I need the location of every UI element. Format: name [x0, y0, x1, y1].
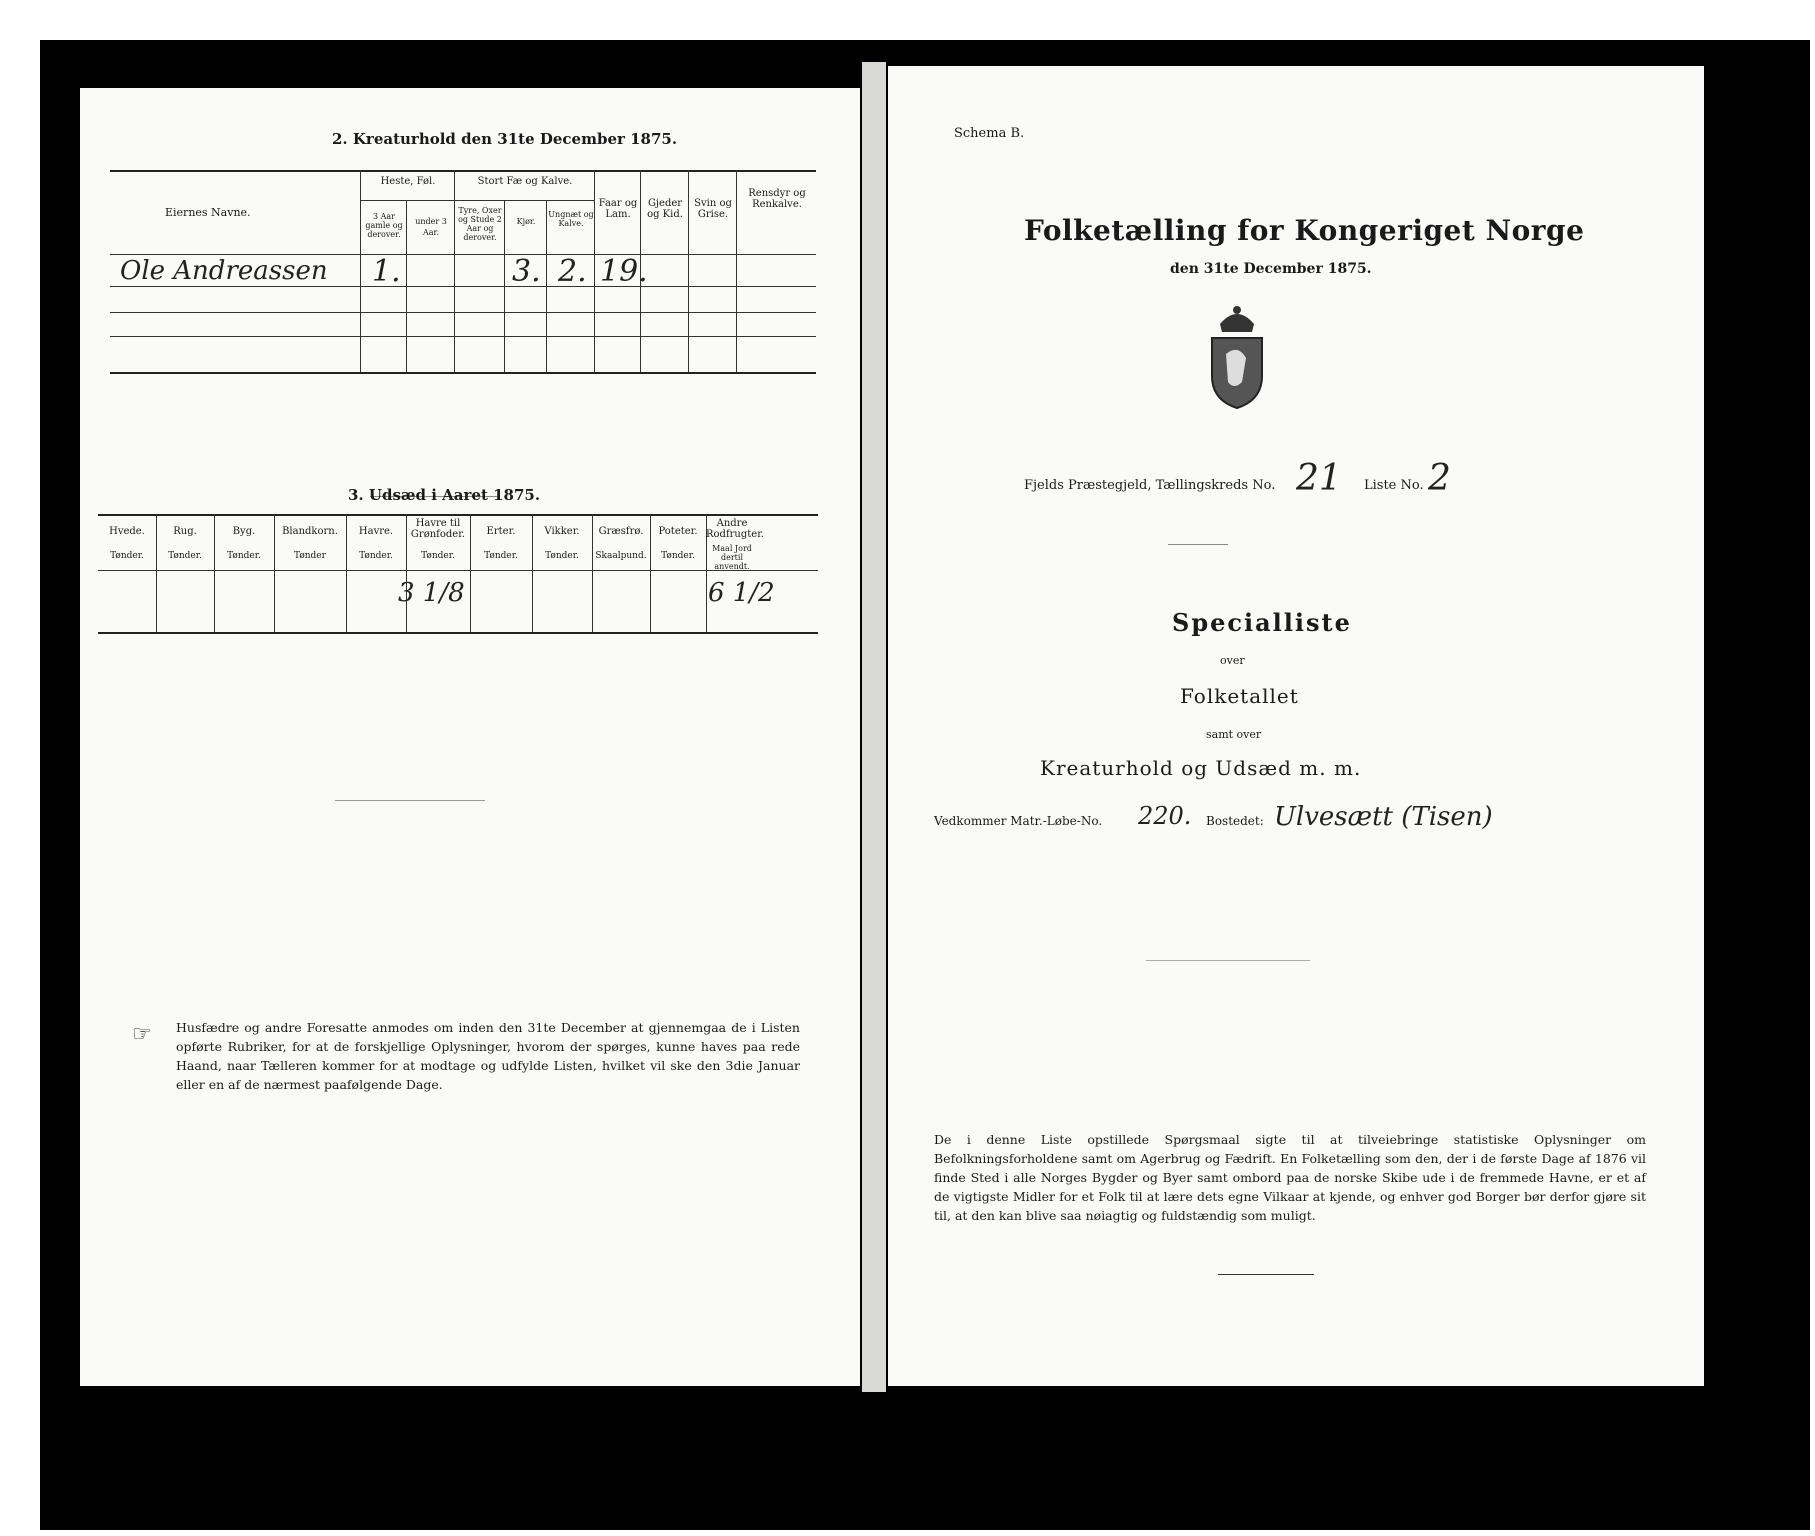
sub-ungnaet: Ungnæt og Kalve. — [548, 210, 594, 228]
table2-col-rule — [594, 170, 595, 372]
udsaed-table — [98, 514, 818, 632]
bosted-label: Bostedet: — [1206, 814, 1264, 828]
table2-col-rule — [688, 170, 689, 372]
udsaed-col-unit: Tønder. — [168, 551, 202, 561]
table3-bottom-rule — [98, 632, 818, 634]
kreds-number: 21 — [1296, 458, 1342, 499]
table2-row-rule — [110, 312, 816, 313]
value-kjor: 3. — [512, 254, 541, 289]
udsaed-col-unit: Tønder. — [484, 551, 518, 561]
udsaed-col-unit: Tønder. — [545, 551, 579, 561]
udsaed-col-unit: Tønder. — [227, 551, 261, 561]
pointing-hand-icon: ☞ — [132, 1022, 152, 1047]
instruction-note: Husfædre og andre Foresatte anmodes om inden den 31te December at gjennemgaa de i Listen opførte Rubriker, for at de forskjellige Oplysninger, hvorom der spørges, kunne haves paa rede Haand, naar Tælleren kommer for at modtage og udfylde Listen, hvilket vil ske den 3die Januar eller en af de nærmest paafølgende Dage. — [176, 1020, 800, 1092]
udsaed-col-unit: Tønder. — [421, 551, 455, 561]
table2-row-rule — [110, 336, 816, 337]
kreaturhold-text: Kreaturhold og Udsæd m. m. — [1040, 756, 1362, 780]
table2-col-rule — [546, 200, 547, 372]
udsaed-col-unit: Skaalpund. — [595, 551, 647, 561]
table2-group-rule — [360, 200, 594, 201]
udsaed-col-name: Græsfrø. — [598, 526, 644, 537]
specialliste-title: Specialliste — [1172, 608, 1352, 637]
udsaed-col-unit: Maal Jord dertil anvendt. — [712, 544, 752, 571]
group-gjeder: Gjeder og Kid. — [647, 198, 683, 220]
table2-row-rule — [110, 286, 816, 287]
group-faar: Faar og Lam. — [598, 198, 638, 220]
udsaed-col-name: Rug. — [173, 526, 197, 537]
folketallet-text: Folketallet — [1180, 684, 1299, 708]
udsaed-col-name: Vikker. — [544, 526, 580, 537]
section2-title: 2. Kreaturhold den 31te December 1875. — [332, 130, 678, 148]
matr-label: Vedkommer Matr.-Løbe-No. — [934, 814, 1103, 828]
udsaed-col-name: Erter. — [486, 526, 516, 537]
value-faar: 19. — [600, 254, 648, 289]
udsaed-col-unit: Tønder. — [110, 551, 144, 561]
bosted-value: Ulvesætt (Tisen) — [1274, 802, 1493, 832]
udsaed-col-name: Poteter. — [658, 526, 698, 537]
liste-label: Liste No. — [1364, 478, 1424, 493]
udsaed-col-unit: Tønder. — [359, 551, 393, 561]
udsaed-col-name: Havre til Grønfoder. — [410, 518, 466, 540]
schema-label: Schema B. — [954, 126, 1025, 141]
table2-col-rule — [406, 200, 407, 372]
matr-number: 220. — [1138, 802, 1192, 830]
group-rensdyr: Rensdyr og Renkalve. — [748, 188, 806, 210]
table2-header-rule — [110, 254, 816, 255]
sub-tyre: Tyre, Oxer og Stude 2 Aar og derover. — [458, 206, 502, 242]
value-poteter: 6 1/2 — [708, 578, 775, 608]
sub-under3: under 3 Aar. — [415, 217, 447, 237]
purpose-note: De i denne Liste opstillede Spørgsmaal sigte til at tilveiebringe statistiske Oplysninger om Befolkningsforholdene samt om Agerbrug og Fædrift. En Folketælling som den, der i de første Dage af 1876 vil finde Sted i alle Norges Bygder og Byer samt ombord paa de norske Skibe ude i de fremmede Havne, er et af de vigtigste Midler for et Folk til at lære dets egne Vilkaar at kjende, og enhver god Borger bør derfor gjøre sit til, at den kan blive saa nøiagtig og fuldstændig som muligt. — [934, 1132, 1646, 1223]
divider — [1168, 544, 1228, 545]
value-ungnaet: 2. — [558, 254, 587, 289]
over-text: over — [1220, 654, 1245, 667]
udsaed-col-unit: Tønder — [294, 551, 326, 561]
divider — [335, 800, 485, 801]
left-page — [80, 88, 860, 1386]
table2-col-rule — [504, 200, 505, 372]
value-heste: 1. — [372, 254, 401, 289]
prestegjeld-label: Fjelds Præstegjeld, Tællingskreds No. — [1024, 478, 1276, 493]
liste-number: 2 — [1428, 458, 1451, 499]
udsaed-col-name: Hvede. — [109, 526, 145, 537]
section3-title: 3. Udsæd i Aaret 1875. — [348, 486, 541, 504]
book-spine — [862, 62, 886, 1392]
table2-bottom-rule — [110, 372, 816, 374]
table2-col-rule — [736, 170, 737, 372]
census-date: den 31te December 1875. — [1170, 261, 1372, 277]
udsaed-col-unit: Tønder. — [661, 551, 695, 561]
value-havre: 3 1/8 — [398, 578, 465, 608]
samt-over-text: samt over — [1206, 728, 1262, 741]
table2-top-rule — [110, 170, 816, 172]
norway-coat-of-arms-icon — [1200, 302, 1274, 410]
sub-kjor: Kjør. — [516, 217, 536, 226]
divider — [1218, 1274, 1314, 1275]
owner-name: Ole Andreassen — [120, 256, 328, 286]
right-page — [888, 66, 1704, 1386]
udsaed-col-name: Blandkorn. — [282, 526, 338, 537]
owner-header: Eiernes Navne. — [165, 206, 251, 219]
main-title: Folketælling for Kongeriget Norge — [1024, 214, 1585, 247]
group-svin: Svin og Grise. — [694, 198, 732, 220]
udsaed-col-name: Andre Rodfrugter. — [706, 518, 765, 540]
group-stort-fae: Stort Fæ og Kalve. — [477, 176, 573, 187]
divider — [1146, 960, 1310, 961]
group-heste: Heste, Føl. — [380, 176, 436, 187]
udsaed-col-name: Havre. — [358, 526, 394, 537]
udsaed-col-name: Byg. — [232, 526, 256, 537]
sub-3aar: 3 Aar gamle og derover. — [365, 212, 403, 239]
